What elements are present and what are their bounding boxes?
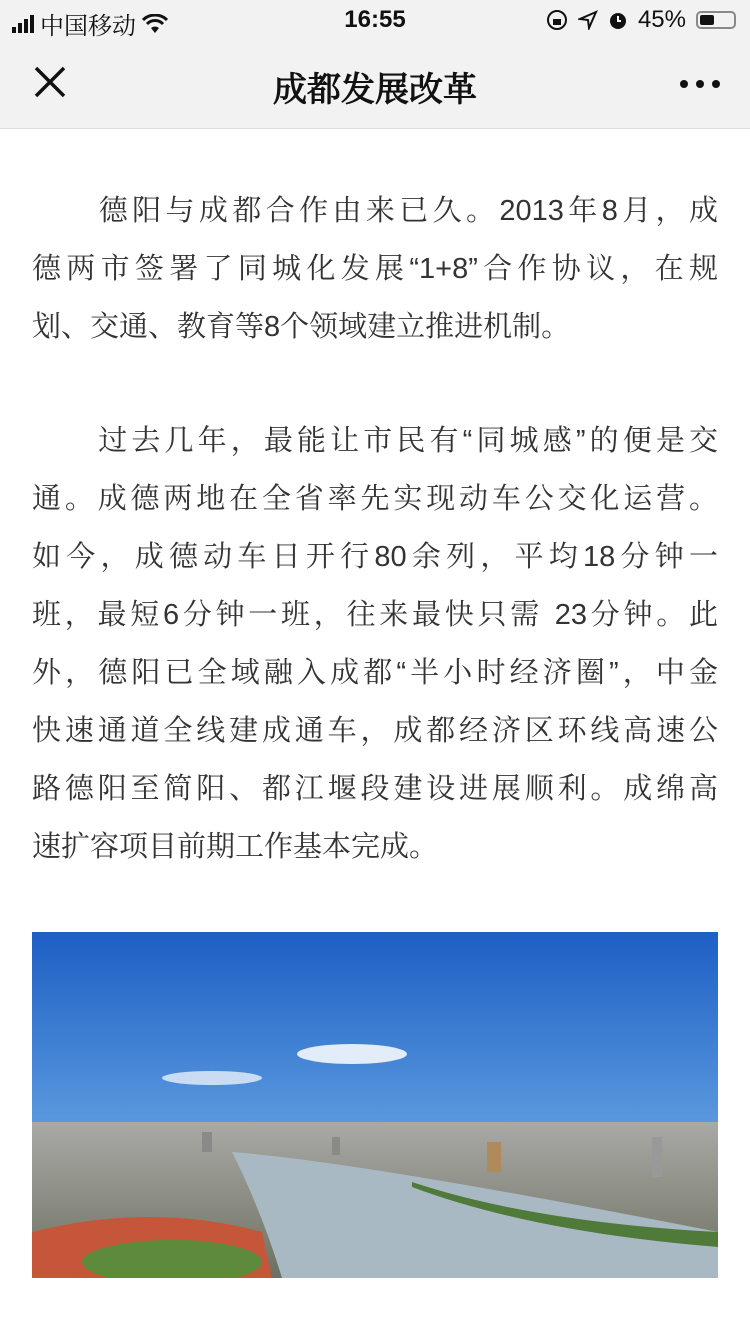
text-line: 划、交通、教育等8个领域建立推进机制。 [32,311,571,343]
text-line: 路德阳至简阳、都江堰段建设进展顺利。成绵高 [32,773,718,805]
status-bar [0,0,750,40]
text-line: 速扩容项目前期工作基本完成。 [32,831,439,863]
text-line: 如今，成德动车日开行80余列，平均18分钟一 [32,541,718,573]
location-icon [578,10,598,30]
text-line: 快速通道全线建成通车，成都经济区环线高速公 [32,715,718,747]
text-line: 通。成德两地在全省率先实现动车公交化运营。 [32,483,718,515]
paragraph [32,412,718,876]
text-line: 过去几年，最能让市民有“同城感”的便是交 [32,425,718,457]
clock: 16:55 [344,6,406,33]
more-icon[interactable] [680,80,720,88]
rotation-lock-icon [546,9,568,31]
battery-percent: 45% [637,6,686,33]
text-line: 班，最短6分钟一班，往来最快只需 23分钟。此 [32,599,718,631]
alarm-icon [608,10,628,30]
paragraph [32,182,718,356]
nav-bar [0,40,750,129]
text-line: 德阳与成都合作由来已久。2013年8月，成 [32,195,718,227]
text-line: 外，德阳已全域融入成都“半小时经济圈”，中金 [32,657,718,689]
battery-icon [696,11,736,29]
article-body [32,182,718,932]
text-line: 德两市签署了同城化发展“1+8”合作协议，在规 [32,253,718,285]
carrier: 中国移动 [40,13,136,40]
page-title: 成都发展改革 [273,71,477,109]
city-river-photo [32,932,718,1278]
